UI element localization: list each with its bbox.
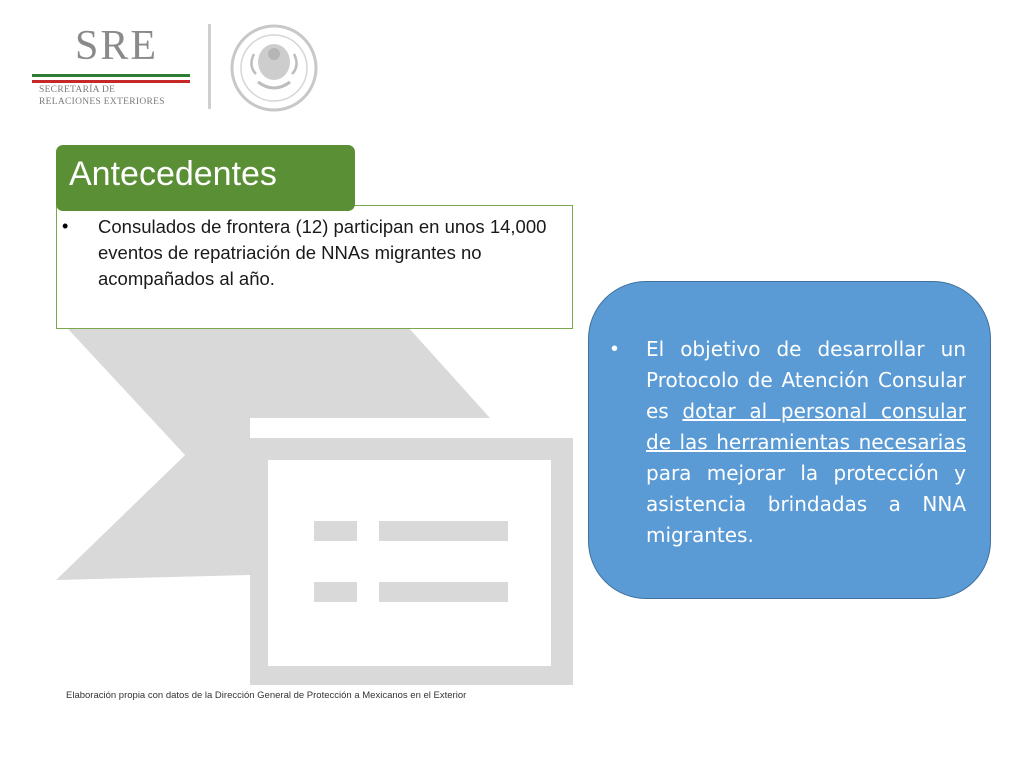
- antecedentes-title: Antecedentes: [69, 155, 277, 193]
- antecedentes-content-box: [56, 205, 573, 329]
- antecedentes-text: Consulados de frontera (12) participan en unos 14,000 eventos de repatriación de NNAs migrantes no acompañados al año.: [98, 216, 547, 289]
- document-icon-bullet-1: [314, 521, 357, 541]
- objective-box: [588, 281, 991, 599]
- document-icon-bullet-2: [314, 582, 357, 602]
- objective-text: [646, 334, 966, 551]
- antecedentes-header: [56, 145, 355, 211]
- document-icon-page: [268, 460, 551, 666]
- org-name-line1: SECRETARÍA DE: [39, 85, 116, 95]
- bullet: •: [611, 338, 619, 360]
- source-caption: Elaboración propia con datos de la Dirección General de Protección a Mexicanos en el Exterior: [66, 690, 467, 701]
- objective-text-before: El objetivo de desarrollar un Protocolo de Atención Consular es: [646, 337, 966, 423]
- objective-text-underlined: dotar al personal consular de las herramientas necesarias: [646, 399, 966, 454]
- document-icon-line-1: [379, 521, 508, 541]
- document-icon-line-2: [379, 582, 508, 602]
- objective-text-after: para mejorar la protección y asistencia brindadas a NNA migrantes.: [646, 461, 966, 547]
- bullet: •: [62, 216, 69, 236]
- sre-logo-text: SRE: [75, 23, 159, 69]
- org-name-line2: RELACIONES EXTERIORES: [39, 97, 165, 107]
